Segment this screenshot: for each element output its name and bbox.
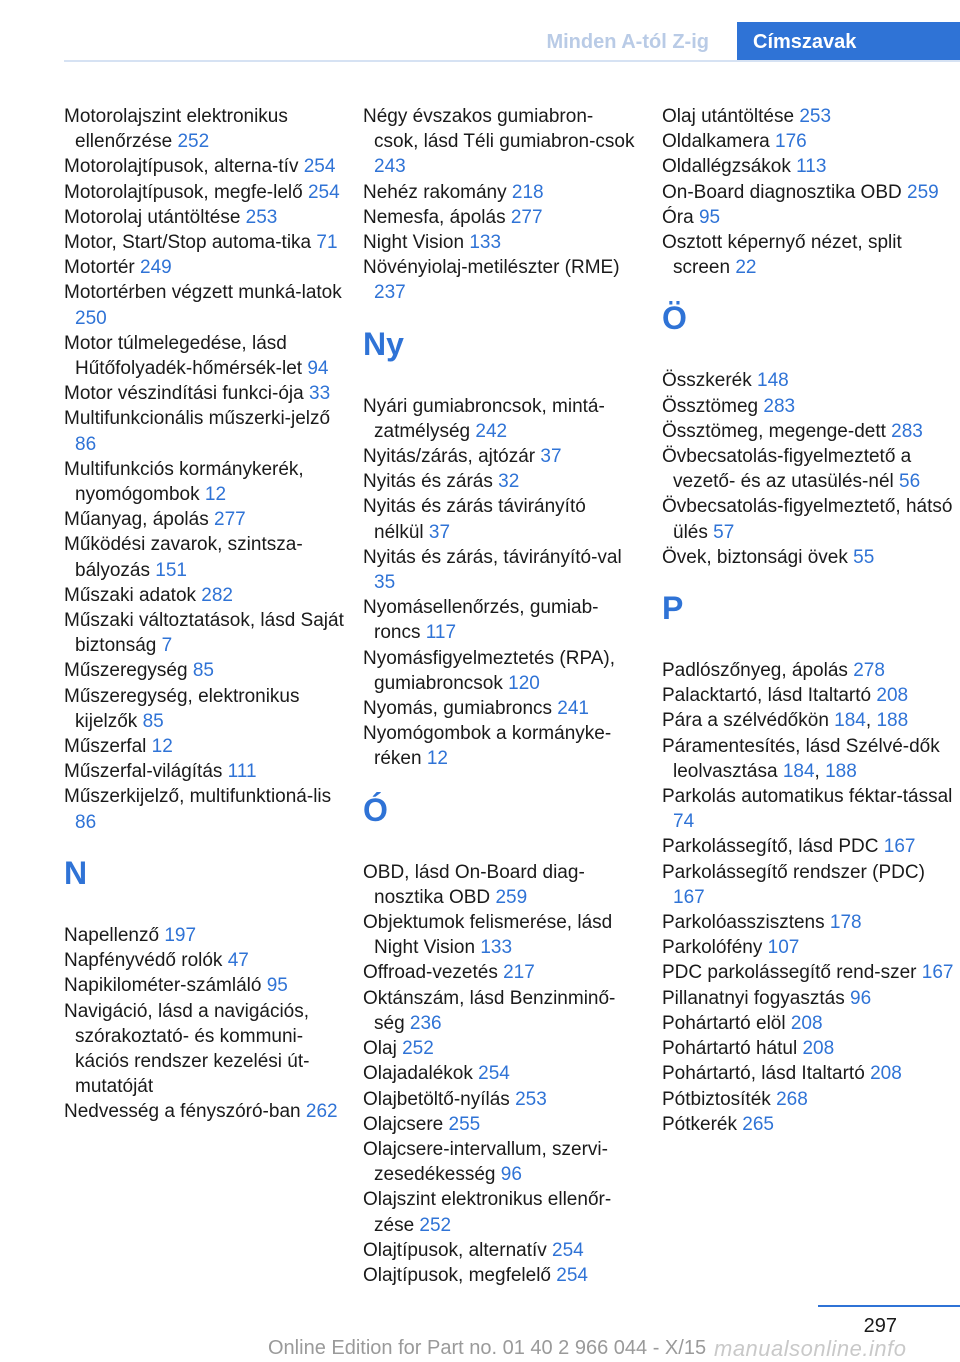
page-reference-link[interactable]: 74 — [673, 811, 695, 833]
page-reference-link[interactable]: 35 — [374, 572, 396, 594]
page-reference-link[interactable]: 277 — [214, 509, 246, 531]
index-entry — [363, 394, 635, 444]
index-entry-term: Multifunkcionális műszerki-jelző — [64, 408, 331, 430]
index-entry — [662, 784, 954, 834]
index-entry — [363, 494, 635, 544]
page-reference-link[interactable]: 47 — [227, 950, 249, 972]
page-reference-link[interactable]: 86 — [75, 811, 97, 833]
index-entry-term: Motor túlmelegedése, lásd Hűtőfolyadék-hőmérsék-let — [64, 332, 308, 380]
index-entry — [662, 205, 954, 230]
index-entry-term: Páramentesítés, lásd Szélvé-dők leolvasztása — [662, 735, 940, 782]
page-reference-link[interactable]: 250 — [75, 307, 107, 329]
page-reference-link[interactable]: 253 — [799, 106, 832, 127]
index-entry-term: Műanyag, ápolás — [64, 509, 214, 531]
page-reference-link[interactable]: 188 — [825, 760, 857, 782]
page-reference-link[interactable]: 12 — [151, 736, 173, 758]
page-reference-link[interactable]: 184 — [834, 710, 866, 732]
index-entry — [363, 1061, 635, 1086]
index-entry-term: Óra — [662, 206, 699, 228]
index-entry-term: Parkolássegítő rendszer (PDC) — [662, 861, 925, 883]
index-entry-term: Motorolajszint elektronikus ellenőrzése — [64, 106, 288, 153]
page-reference-link[interactable]: 188 — [876, 710, 909, 732]
page-reference-link[interactable]: 167 — [921, 962, 954, 984]
index-entry — [64, 923, 354, 948]
index-entry-term: Műszaki változtatások, lásd Saját biztonság — [64, 610, 344, 657]
index-entry-term: Nyomógombok a kormányke-réken — [363, 723, 612, 770]
index-entry — [363, 545, 635, 595]
index-entry — [363, 646, 635, 696]
index-letter-heading: Ö — [662, 300, 687, 337]
index-entry — [662, 154, 954, 179]
page-reference-link[interactable]: 255 — [448, 1113, 481, 1135]
page-reference-link[interactable]: 252 — [177, 131, 210, 153]
index-column-3 — [662, 104, 954, 1137]
page-reference-link[interactable]: 262 — [305, 1101, 338, 1123]
page-reference-link[interactable]: 55 — [853, 546, 875, 568]
index-entry-term: Multifunkciós kormánykerék, nyomógombok — [64, 458, 304, 506]
index-entry — [363, 1187, 635, 1237]
index-entry — [363, 180, 635, 205]
index-entry — [662, 935, 954, 960]
index-entry — [363, 1238, 635, 1263]
index-entry — [662, 1036, 954, 1061]
page-reference-link[interactable]: 167 — [673, 886, 705, 908]
page-reference-link[interactable]: 259 — [495, 886, 528, 908]
index-entry-term: Pohártartó, lásd Italtartó — [662, 1063, 871, 1085]
index-entry-term: Össztömeg — [662, 395, 764, 417]
page-reference-link[interactable]: 7 — [161, 635, 173, 657]
page-reference-link[interactable]: 254 — [307, 181, 340, 203]
index-letter-heading: Ny — [363, 325, 404, 362]
page-reference-link[interactable]: 96 — [850, 987, 872, 1009]
page-reference-link[interactable]: 95 — [266, 975, 288, 997]
index-entry-term: Nyári gumiabroncsok, mintá-zatmélység — [363, 395, 605, 442]
page-reference-link[interactable]: 12 — [204, 484, 227, 506]
index-entry-term: Pillanatnyi fogyasztás — [662, 987, 850, 1009]
index-entry-term: Nehéz rakomány — [363, 181, 512, 203]
page-reference-link[interactable]: 236 — [409, 1012, 442, 1034]
index-letter-heading: Ó — [363, 791, 388, 828]
index-entry — [363, 469, 635, 494]
page-reference-link[interactable]: 254 — [303, 156, 336, 178]
index-entry — [662, 834, 954, 859]
index-entry-term: On-Board diagnosztika OBD — [662, 181, 908, 203]
index-entry — [363, 595, 635, 645]
index-entry — [363, 444, 635, 469]
index-entry — [363, 910, 635, 960]
index-entry-term: Pára a szélvédőkön — [662, 710, 835, 732]
index-entry-term: Napikilométer-számláló — [64, 975, 267, 997]
index-entry-term: Oldallégzsákok — [662, 156, 797, 178]
index-entry-term: Parkolófény — [662, 937, 768, 959]
index-entry-term: Műszeregység — [64, 660, 193, 682]
index-entry — [64, 507, 354, 532]
page-reference-link[interactable]: 111 — [227, 761, 257, 783]
index-entry — [64, 759, 354, 784]
section-title[interactable]: Minden A-tól Z-ig — [546, 31, 709, 53]
index-entry — [662, 860, 954, 910]
index-entry — [64, 684, 354, 734]
index-entry — [662, 1087, 954, 1112]
index-entry — [662, 180, 954, 205]
page-reference-link[interactable]: 57 — [713, 521, 735, 543]
page-reference-link[interactable]: 33 — [309, 383, 331, 405]
index-entry — [64, 205, 354, 230]
index-entry-term: Osztott képernyő nézet, split screen — [662, 232, 902, 279]
index-entry-term: Nyomásellenőrzés, gumiab-roncs — [363, 597, 599, 644]
index-entry — [363, 230, 635, 255]
index-entry — [64, 104, 354, 154]
index-entry-term: Olaj utántöltése — [662, 106, 800, 127]
index-entry — [363, 860, 635, 910]
index-entry-term: Nyitás és zárás, távirányító-val — [363, 546, 622, 568]
index-entry — [363, 1087, 635, 1112]
index-entry-term: Nyomás, gumiabroncs — [363, 698, 558, 720]
page-reference-link[interactable]: 241 — [557, 698, 589, 720]
page-reference-link[interactable]: 254 — [556, 1264, 588, 1286]
index-entry-term: Műszerfal — [64, 736, 152, 758]
index-entry — [64, 784, 354, 834]
index-entry — [64, 280, 354, 330]
index-entry-term: Olajtípusok, megfelelő — [363, 1264, 557, 1286]
page-reference-link[interactable]: 283 — [763, 395, 796, 417]
index-entry-term: Night Vision — [363, 232, 470, 254]
index-entry — [64, 406, 354, 456]
index-entry — [662, 129, 954, 154]
index-entry — [662, 910, 954, 935]
page-reference-link[interactable]: 12 — [426, 748, 448, 770]
page-reference-link[interactable]: 249 — [140, 257, 172, 279]
watermark: manualsonline.info — [714, 1336, 907, 1361]
index-entry — [64, 1099, 354, 1124]
index-entry-term: Navigáció, lásd a navigációs, szórakoztató- és kommuni-kációs rendszer kezelési út-mutatóját — [64, 1000, 310, 1098]
page-reference-link[interactable]: 278 — [853, 660, 885, 682]
index-entry-term: Övek, biztonsági övek — [662, 546, 854, 568]
index-entry — [662, 1061, 954, 1086]
index-entry-term: Össztömeg, megenge-dett — [662, 420, 892, 442]
page-reference-link[interactable]: 133 — [469, 232, 502, 254]
index-entry — [363, 205, 635, 230]
page-reference-link[interactable]: 117 — [425, 622, 457, 644]
index-entry-term: Palacktartó, lásd Italtartó — [662, 685, 877, 707]
index-entry-term: Olajcsere-intervallum, szervi-zesedékesség — [363, 1138, 608, 1186]
page-reference-link[interactable]: 265 — [742, 1113, 774, 1135]
index-entry — [363, 721, 635, 771]
index-entry — [64, 255, 354, 280]
page-reference-link[interactable]: 120 — [508, 672, 540, 694]
page-reference-link[interactable]: 282 — [201, 584, 233, 606]
index-entry-term: Nyitás/zárás, ajtózár — [363, 446, 541, 468]
index-entry — [64, 583, 354, 608]
page-reference-link[interactable]: 254 — [478, 1063, 510, 1085]
index-entry-term: Olajbetöltő-nyílás — [363, 1088, 516, 1110]
index-entry-term: Olajcsere — [363, 1113, 449, 1135]
page-reference-link[interactable]: 133 — [480, 937, 513, 959]
index-column-1 — [64, 104, 354, 1125]
page-reference-link[interactable]: 96 — [500, 1164, 522, 1186]
index-entry-term: Motorolajtípusok, alterna-tív — [64, 156, 304, 178]
index-entry-term: Pohártartó hátul — [662, 1038, 803, 1060]
page-reference-link[interactable]: 107 — [767, 937, 800, 959]
page-reference-link[interactable]: 95 — [698, 206, 721, 228]
page-reference-link[interactable]: 56 — [899, 471, 921, 493]
page-reference-link[interactable]: 277 — [510, 206, 543, 228]
index-entry-term: Olaj — [363, 1038, 403, 1060]
page-reference-link[interactable]: 176 — [775, 131, 807, 153]
index-entry — [363, 255, 635, 305]
page-reference-link[interactable]: 197 — [164, 924, 197, 946]
index-entry — [64, 230, 354, 255]
index-entry — [363, 696, 635, 721]
index-entry-term: Pohártartó elöl — [662, 1012, 791, 1034]
index-entry-term: Műszeregység, elektronikus kijelzők — [64, 685, 300, 732]
index-entry — [363, 1036, 635, 1061]
page-reference-link[interactable]: 22 — [735, 257, 757, 279]
index-entry: Pára a szélvédőkön 184, 188 — [662, 710, 909, 732]
index-entry-term: Nyomásfigyelmeztetés (RPA), gumiabroncsok — [363, 647, 615, 694]
index-entry-term: Négy évszakos gumiabron-csok, lásd Téli gumiabron-csok — [363, 106, 635, 153]
page-reference-link[interactable]: 37 — [540, 446, 562, 468]
index-letter-heading: N — [64, 854, 88, 891]
index-entry — [64, 331, 354, 381]
index-entry-term: Offroad-vezetés — [363, 962, 504, 984]
index-entry-term: Pótbiztosíték — [662, 1088, 777, 1110]
index-entry — [363, 986, 635, 1036]
index-entry-term: Működési zavarok, szintsza-bályozás — [64, 534, 303, 581]
index-entry-term: Összkerék — [662, 370, 758, 392]
page-reference-link[interactable]: 237 — [374, 282, 406, 304]
index-entry-term: Motortér — [64, 257, 141, 279]
index-entry-term: Övbecsatolás-figyelmeztető a vezető- és az utasülés-nél — [662, 446, 912, 493]
page-reference-link[interactable]: 184 — [782, 760, 815, 782]
page-reference-link[interactable]: 208 — [870, 1063, 902, 1085]
index-entry-term: Parkolás automatikus féktar-tással — [662, 786, 953, 808]
index-entry — [64, 948, 354, 973]
edition-note: Online Edition for Part no. 01 40 2 966 044 - X/15 — [268, 1337, 707, 1359]
index-entry — [662, 230, 954, 280]
index-entry — [662, 368, 954, 393]
index-entry-term: Pótkerék — [662, 1113, 743, 1135]
index-entry-term: Olajszint elektronikus ellenőr-zése — [363, 1189, 612, 1236]
index-entry: Páramentesítés, lásd Szélvé-dők leolvasztása 184, 188 — [662, 735, 940, 782]
index-entry-term: Nemesfa, ápolás — [363, 206, 511, 228]
page-reference-link[interactable]: 242 — [475, 420, 508, 442]
index-entry-term: OBD, lásd On-Board diag-nosztika OBD — [363, 861, 585, 908]
index-entry — [363, 1263, 635, 1288]
page-reference-link[interactable]: 37 — [428, 521, 451, 543]
index-entry-term: Padlószőnyeg, ápolás — [662, 660, 854, 682]
page-reference-link[interactable]: 151 — [155, 559, 187, 581]
index-entry — [64, 608, 354, 658]
page-reference-link[interactable]: 217 — [503, 962, 535, 984]
index-entry-term: Nyitás és zárás távirányító nélkül — [363, 496, 586, 543]
index-entry — [662, 494, 954, 544]
index-entry-term: Napfényvédő rolók — [64, 950, 228, 972]
index-entry-term: Növényiolaj-metilészter (RME) — [363, 257, 620, 279]
page-reference-link[interactable]: 32 — [498, 471, 520, 493]
index-entry-term: Motor vészindítási funkci-ója — [64, 383, 309, 405]
index-entry-term: Oktánszám, lásd Benzinminő-ség — [363, 987, 616, 1034]
footer-divider — [818, 1305, 960, 1307]
index-entry-term: Motortérben végzett munká-latok — [64, 282, 342, 304]
page-reference-link[interactable]: 86 — [75, 433, 97, 455]
page-reference-link[interactable]: 113 — [796, 156, 827, 178]
index-entry — [662, 444, 954, 494]
page-reference-link[interactable]: 283 — [891, 420, 923, 442]
page-reference-link[interactable]: 218 — [511, 181, 544, 203]
page-header — [0, 0, 960, 62]
index-entry — [64, 734, 354, 759]
page-number: 297 — [863, 1315, 897, 1337]
index-entry — [662, 683, 954, 708]
index-entry — [363, 1112, 635, 1137]
index-entry — [64, 973, 354, 998]
index-entry-term: Motorolajtípusok, megfe-lelő — [64, 181, 308, 203]
index-entry-term: Olajtípusok, alternatív — [363, 1239, 553, 1261]
index-entry — [363, 1137, 635, 1187]
index-entry-term: Műszerfal-világítás — [64, 761, 228, 783]
index-entry — [64, 532, 354, 582]
index-entry-term: Műszaki adatok — [64, 584, 202, 606]
index-entry — [363, 960, 635, 985]
index-entry — [64, 658, 354, 683]
index-entry-term: Parkolássegítő, lásd PDC — [662, 836, 884, 858]
index-entry — [662, 1112, 954, 1137]
page-reference-link[interactable]: 71 — [316, 232, 338, 254]
index-letter-heading: P — [662, 590, 684, 627]
page-reference-link[interactable]: 243 — [374, 156, 406, 178]
index-entry — [64, 457, 354, 507]
index-entry-term: Parkolóasszisztens — [662, 912, 830, 934]
page-reference-link[interactable]: 148 — [757, 370, 789, 392]
index-entry-term: Olajadalékok — [363, 1063, 479, 1085]
index-entry — [64, 154, 354, 179]
page-reference-link[interactable]: 208 — [802, 1038, 835, 1060]
index-entry — [662, 986, 954, 1011]
index-entry — [64, 381, 354, 406]
page-reference-link[interactable]: 254 — [552, 1239, 584, 1261]
page-reference-link[interactable]: 178 — [829, 912, 862, 934]
index-entry-term: Oldalkamera — [662, 131, 775, 153]
index-entry — [363, 104, 635, 180]
index-column-2 — [363, 104, 635, 1288]
page-reference-link[interactable]: 85 — [142, 710, 164, 732]
page-reference-link[interactable]: 253 — [245, 206, 278, 228]
index-entry — [662, 545, 954, 570]
header-divider — [64, 60, 960, 62]
index-entry-term: PDC parkolássegítő rend-szer — [662, 962, 922, 984]
index-entry-term: Nedvesség a fényszóró-ban — [64, 1101, 306, 1123]
page-reference-link[interactable]: 85 — [192, 660, 214, 682]
page-reference-link[interactable]: 259 — [907, 181, 939, 203]
index-entry — [662, 658, 954, 683]
page-reference-link[interactable]: 167 — [883, 836, 916, 858]
index-entry-term: Motorolaj utántöltése — [64, 206, 246, 228]
index-entry-term: Nyitás és zárás — [363, 471, 499, 493]
index-entry-term: Motor, Start/Stop automa-tika — [64, 232, 317, 254]
index-entry-term: Napellenző — [64, 924, 165, 946]
page-reference-link[interactable]: 208 — [876, 685, 909, 707]
index-entry — [662, 1011, 954, 1036]
tab-keywords[interactable]: Címszavak — [737, 22, 960, 62]
page-reference-link[interactable]: 252 — [402, 1038, 434, 1060]
index-entry — [662, 394, 954, 419]
index-entry-term: Objektumok felismerése, lásd Night Vision — [363, 912, 613, 959]
page-reference-link[interactable]: 208 — [790, 1012, 823, 1034]
page-reference-link[interactable]: 94 — [307, 358, 329, 380]
page-reference-link[interactable]: 253 — [515, 1088, 547, 1110]
page-reference-link[interactable]: 268 — [776, 1088, 808, 1110]
index-entry-term: Műszerkijelző, multifunktioná-lis — [64, 786, 332, 808]
page-reference-link[interactable]: 252 — [419, 1214, 452, 1236]
index-entry — [662, 960, 954, 985]
index-entry — [662, 104, 954, 129]
index-entry — [64, 180, 354, 205]
index-entry — [662, 419, 954, 444]
index-entry-term: Övbecsatolás-figyelmeztető, hátsó ülés — [662, 496, 953, 543]
index-entry — [64, 999, 354, 1100]
